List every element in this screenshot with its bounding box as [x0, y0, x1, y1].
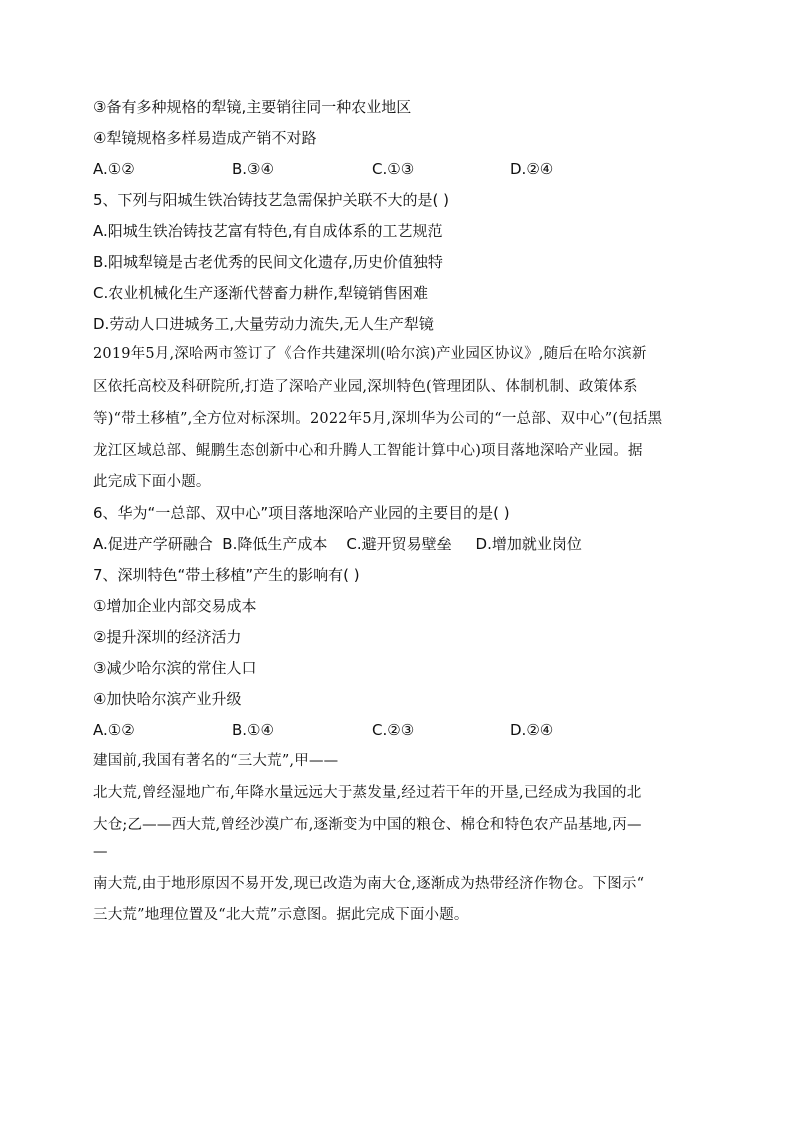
passage1-line5: 此完成下面小题。	[93, 474, 211, 490]
passage2-line3: 大仓;乙——西大荒,曾经沙漠广布,逐渐变为中国的粮仓、棉仓和特色农产品基地,丙—	[93, 817, 642, 833]
passage2-line4: —	[93, 844, 108, 860]
q5-option-a: A.阳城生铁冶铸技艺富有特色,有自成体系的工艺规范	[93, 222, 443, 240]
passage2-line6: 三大荒”地理位置及“北大荒”示意图。据此完成下面小题。	[93, 907, 469, 923]
passage2-line1: 建国前,我国有著名的“三大荒”,甲——	[93, 753, 339, 769]
q7-statement-1: ①增加企业内部交易成本	[93, 597, 257, 615]
q7-option-c: C.②③	[372, 721, 415, 739]
q7-statement-2: ②提升深圳的经济活力	[93, 628, 242, 646]
passage1-line1: 2019年5月,深哈两市签订了《合作共建深圳(哈尔滨)产业园区协议》,随后在哈尔滨新	[93, 346, 647, 362]
passage1-line2: 区依托高校及科研院所,打造了深哈产业园,深圳特色(管理团队、体制机制、政策体系	[93, 379, 638, 395]
q7-statement-3: ③减少哈尔滨的常住人口	[93, 659, 257, 677]
q4-option-d: D.②④	[510, 160, 554, 178]
q7-option-d: D.②④	[510, 721, 554, 739]
passage2-line5: 南大荒,由于地形原因不易开发,现已改造为南大仓,逐渐成为热带经济作物仓。下图示“	[93, 876, 645, 892]
passage1-line4: 龙江区域总部、鲲鹏生态创新中心和升腾人工智能计算中心)项目落地深哈产业园。据	[93, 443, 643, 459]
q4-statement-3: ③备有多种规格的犁镜,主要销往同一种农业地区	[93, 98, 412, 116]
q5-option-d: D.劳动人口进城务工,大量劳动力流失,无人生产犁镜	[93, 315, 434, 333]
q5-option-c: C.农业机械化生产逐渐代替畜力耕作,犁镜销售困难	[93, 284, 429, 302]
q6-stem: 6、华为“一总部、双中心”项目落地深哈产业园的主要目的是( )	[93, 504, 510, 522]
q4-option-c: C.①③	[372, 160, 415, 178]
q5-stem: 5、下列与阳城生铁冶铸技艺急需保护关联不大的是( )	[93, 191, 450, 209]
q7-option-a: A.①②	[93, 721, 135, 739]
passage1-line3: 等)“带土移植”,全方位对标深圳。2022年5月,深圳华为公司的“一总部、双中心”(包括黑	[93, 411, 663, 427]
q5-option-b: B.阳城犁镜是古老优秀的民间文化遗存,历史价值独特	[93, 253, 443, 271]
q7-statement-4: ④加快哈尔滨产业升级	[93, 690, 242, 708]
passage2-line2: 北大荒,曾经湿地广布,年降水量远远大于蒸发量,经过若干年的开垦,已经成为我国的北	[93, 785, 642, 801]
q7-option-b: B.①④	[232, 721, 274, 739]
q7-stem: 7、深圳特色“带土移植”产生的影响有( )	[93, 566, 360, 584]
q4-statement-4: ④犁镜规格多样易造成产销不对路	[93, 129, 317, 147]
q4-option-a: A.①②	[93, 160, 135, 178]
q4-option-b: B.③④	[232, 160, 274, 178]
q6-options: A.促进产学研融合 B.降低生产成本 C.避开贸易壁垒 D.增加就业岗位	[93, 535, 582, 553]
